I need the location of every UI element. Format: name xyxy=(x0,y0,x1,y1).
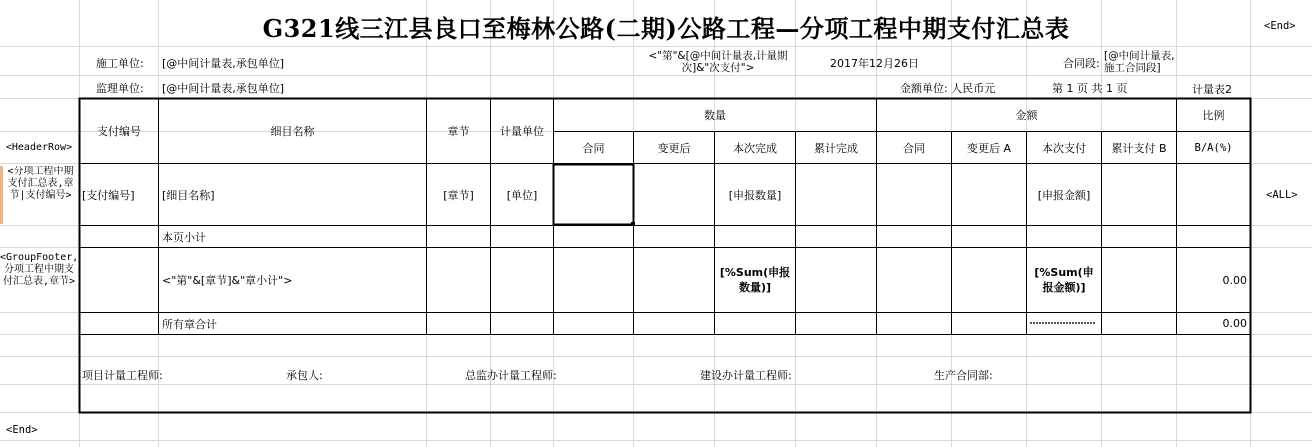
header-amount[interactable]: 金额 xyxy=(1015,109,1038,122)
detail-pay-code[interactable]: [支付编号] xyxy=(82,188,135,202)
header-ratio[interactable]: 比例 xyxy=(1202,109,1225,122)
detail-this-amount[interactable]: [申报金额] xyxy=(1037,188,1091,202)
report-title: G321线三江县良口至梅林公路(二期)公路工程—分项工程中期支付汇总表 xyxy=(262,13,1070,43)
form-number: 计量表2 xyxy=(1192,83,1232,96)
sign-production-dept: 生产合同部: xyxy=(934,369,993,382)
chapter-subtotal-amount-sum[interactable]: [%Sum(申报金额)] xyxy=(1034,266,1094,294)
header-qty-contract[interactable]: 合同 xyxy=(582,141,605,155)
sign-chief-supervision: 总监办计量工程师: xyxy=(465,369,557,382)
group-footer-band-label[interactable]: <GroupFooter,分项工程中期支付汇总表,章节> xyxy=(0,252,78,287)
header-item-name[interactable]: 细目名称 xyxy=(270,125,315,138)
chapter-subtotal-label[interactable]: <"第"&[章节]&"章小计"> xyxy=(162,274,293,287)
sign-construction-office: 建设办计量工程师: xyxy=(700,369,792,382)
header-chapter[interactable]: 章节 xyxy=(447,125,470,138)
detail-item-name[interactable]: [细目名称] xyxy=(162,188,215,202)
end-band-label-bottom[interactable]: <End> xyxy=(6,424,38,436)
page-subtotal-label[interactable]: 本页小计 xyxy=(162,230,206,244)
header-ratio-formula[interactable]: B/A(%) xyxy=(1194,141,1233,154)
construction-unit-value[interactable]: [@中间计量表,承包单位] xyxy=(162,57,285,70)
all-band-label[interactable]: <ALL> xyxy=(1266,189,1298,201)
page-info: 第 1 页 共 1 页 xyxy=(1052,82,1128,95)
header-amt-contract[interactable]: 合同 xyxy=(903,141,925,155)
sign-contractor: 承包人: xyxy=(286,369,323,382)
amount-unit: 金额单位: 人民币元 xyxy=(900,82,996,95)
period-formula[interactable]: <"第"&[@中间计量表,计量期次]&"次支付"> xyxy=(648,50,788,74)
sign-project-engineer: 项目计量工程师: xyxy=(82,369,163,382)
selected-cell xyxy=(554,165,634,225)
detail-this-qty[interactable]: [申报数量] xyxy=(728,188,782,202)
contract-section-label: 合同段: xyxy=(1063,57,1100,70)
header-amt-after-change[interactable]: 变更后 A xyxy=(966,141,1012,155)
supervision-unit-value[interactable]: [@中间计量表,承包单位] xyxy=(162,82,285,95)
end-band-label-top-right[interactable]: <End> xyxy=(1264,20,1296,32)
header-amt-this-pay[interactable]: 本次支付 xyxy=(1042,141,1086,155)
chapter-subtotal-ratio[interactable]: 0.00 xyxy=(1222,273,1247,287)
chapter-subtotal-qty-sum[interactable]: [%Sum(申报数量)] xyxy=(719,266,791,294)
detail-unit[interactable]: [单位] xyxy=(506,188,538,202)
header-amt-cumulative[interactable]: 累计支付 B xyxy=(1111,141,1167,155)
construction-unit-label: 施工单位: xyxy=(96,57,144,70)
header-pay-code[interactable]: 支付编号 xyxy=(97,125,141,138)
header-unit[interactable]: 计量单位 xyxy=(500,125,544,138)
header-qty-this-done[interactable]: 本次完成 xyxy=(733,141,777,155)
header-qty-cumulative[interactable]: 累计完成 xyxy=(814,141,858,155)
grand-total-amount-overflow[interactable] xyxy=(1030,322,1096,324)
grand-total-label[interactable]: 所有章合计 xyxy=(162,317,217,331)
contract-section-value[interactable]: [@中间计量表,施工合同段] xyxy=(1104,50,1175,74)
header-quantity[interactable]: 数量 xyxy=(704,109,726,122)
header-qty-after-change[interactable]: 变更后 xyxy=(657,141,691,155)
header-row-band-label[interactable]: <HeaderRow> xyxy=(5,142,73,153)
report-date[interactable]: 2017年12月26日 xyxy=(830,57,919,70)
supervision-unit-label: 监理单位: xyxy=(96,82,144,95)
detail-chapter[interactable]: [章节] xyxy=(443,188,474,202)
grand-total-ratio[interactable]: 0.00 xyxy=(1222,317,1247,330)
detail-band-label[interactable]: <分项工程中期支付汇总表,章节|支付编号> xyxy=(0,166,78,224)
